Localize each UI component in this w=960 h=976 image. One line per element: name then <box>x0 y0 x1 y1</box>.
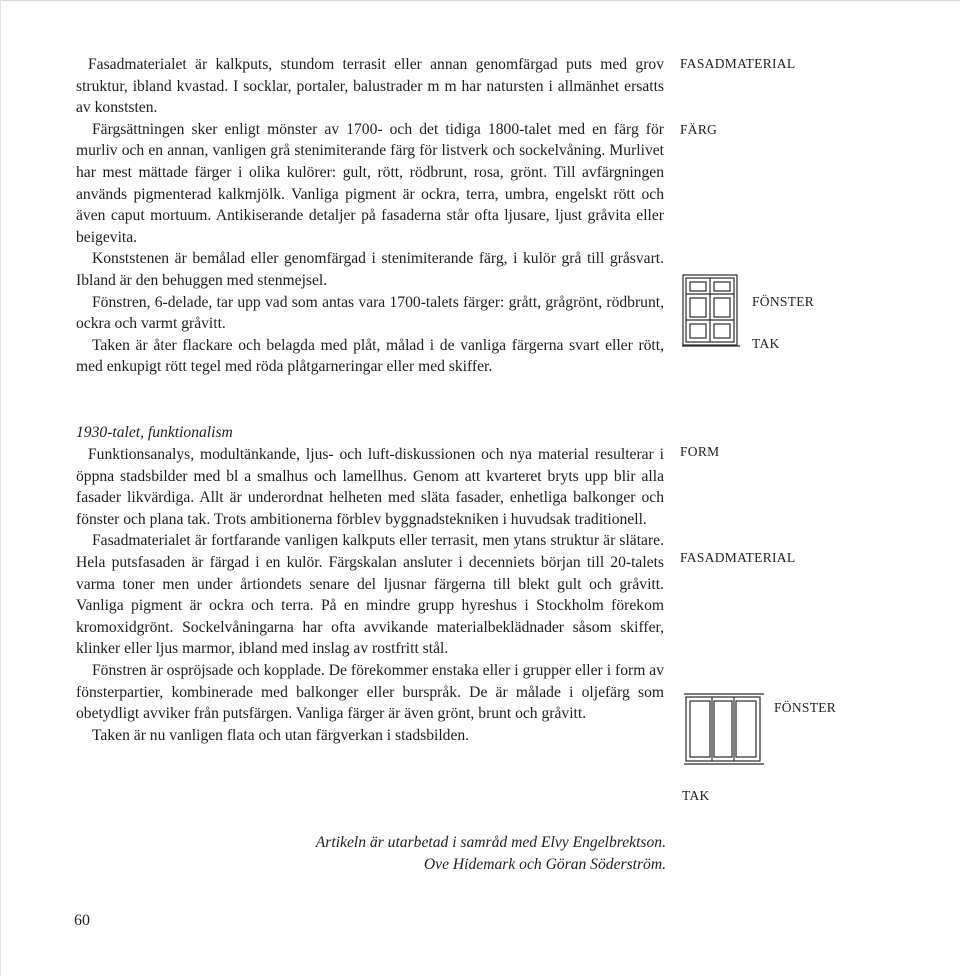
article-credits <box>200 832 666 875</box>
section1-paragraph: Taken är åter flackare och belagda med plåt, målad i de vanliga färgerna svart eller rött, med enkupigt rött tegel med röda plåtgarneringar eller med skiffer. <box>76 336 664 376</box>
section2-paragraph: Taken är nu vanligen flata och utan färgverkan i stadsbilden. <box>92 726 470 744</box>
margin-label-fonster: FÖNSTER <box>752 294 815 309</box>
page-number: 60 <box>74 912 90 929</box>
section2-paragraph: Fasadmaterialet är fortfarande vanligen kalkputs eller terrasit, men ytans struktur är slätare. Hela putsfasaden är färgad i en kulör. Färgskalan ansluter i decenniets början till 20-talets varma toner men under årtiondets senare del ljusnar färgerna till blekt gult och gråvitt. Vanliga pigment är ockra och terra. På en mindre grupp hyreshus i Stockholm förekom kromoxidgrönt. Sockelvåningarna har ofta avvikande materialbeklädnader såsom skiffer, klinker eller ljus marmor, ibland med inslag av rostfritt stål. <box>76 532 664 658</box>
section1-body <box>76 54 664 378</box>
section1-paragraph: Fönstren, 6-delade, tar upp vad som antas vara 1700-talets färger: grått, grågrönt, rödbrunt, ockra och varmt gråvitt. <box>76 293 664 333</box>
section1-paragraph: Fasadmaterialet är kalkputs, stundom terrasit eller annan genomfärgad puts med grov struktur, ibland kvastad. I socklar, portaler, balustrader m m har natursten i allmänhet ersatts av konststen. <box>76 56 664 117</box>
six-pane-window-icon <box>680 272 742 350</box>
margin-label-tak-2: TAK <box>682 788 710 803</box>
margin-label-fonster-2: FÖNSTER <box>774 700 837 715</box>
margin-label-tak: TAK <box>752 336 780 351</box>
margin-label-farg: FÄRG <box>680 122 718 137</box>
section2-paragraph: Funktionsanalys, modultänkande, ljus- och luft-diskussionen och nya material resulterar i öppna stadsbilder med bl a smalhus och lamellhus. Genom att kvarteret bryts upp blir alla fasader likvärdiga. Allt är underordnat helheten med släta fasader, enhetliga balkonger och fönster och plana tak. Trots ambitionerna förblev byggnadstekniken i huvudsak traditionell. <box>76 446 664 528</box>
section2-body <box>76 444 664 746</box>
credits-line-1: Artikeln är utarbetad i samråd med Elvy Engelbrektson. <box>315 834 666 851</box>
margin-label-form: FORM <box>680 444 720 459</box>
page-left-rule <box>0 0 1 976</box>
section1-paragraph: Färgsättningen sker enligt mönster av 1700- och det tidiga 1800-talet med en färg för murliv och en annan, vanligen grå stenimiterande färg för listverk och sockelvåning. Murlivet har mest mättade färger i olika kulörer: gult, rött, rödbrunt, rosa, grönt. Till avfärgningen används pigmenterad kalkmjölk. Vanliga pigment är ockra, terra, umbra, engelskt rött och även caput mortuum. Antikiserande detaljer på fasaderna står ofta ljusare, ljust gråvita eller beigevita. <box>76 120 664 246</box>
margin-label-fasadmaterial-2: FASADMATERIAL <box>680 550 796 565</box>
three-pane-window-icon <box>682 690 766 768</box>
section2-heading: 1930-talet, funktionalism <box>76 424 233 441</box>
margin-label-fasadmaterial: FASADMATERIAL <box>680 56 796 71</box>
section1-paragraph: Konststenen är bemålad eller genomfärgad i stenimiterande färg, i kulör grå till gråsvart. Ibland är den behuggen med stenmejsel. <box>76 250 664 289</box>
section2-paragraph: Fönstren är ospröjsade och kopplade. De förekommer enstaka eller i grupper eller i form av fönsterpartier, kombinerade med balkonger eller burspråk. De är målade i oljefärg som obetydligt avviker från putsfärgen. Vanliga färger är även grönt, brunt och gråvitt. <box>76 661 664 723</box>
credits-line-2: Ove Hidemark och Göran Söderström. <box>423 855 666 873</box>
page-top-rule <box>0 0 960 1</box>
